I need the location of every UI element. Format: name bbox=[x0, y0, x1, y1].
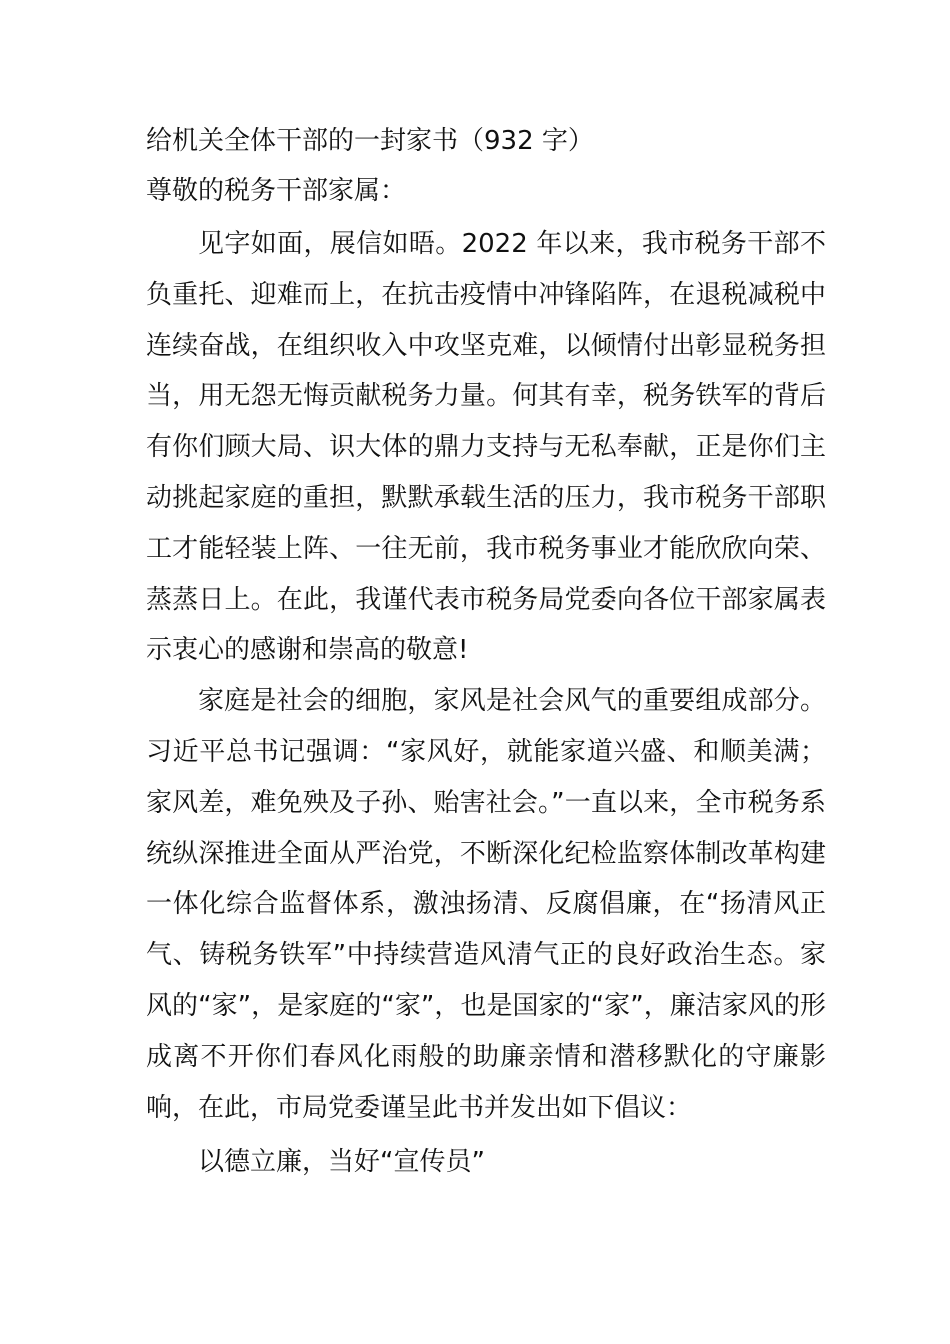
section-heading: 以德立廉，当好“宣传员” bbox=[198, 1147, 485, 1178]
letter-title: 给机关全体干部的一封家书（932 字） bbox=[146, 126, 594, 156]
paragraph-1: 见字如面，展信如晤。2022 年以来，我市税务干部不负重托、迎难而上，在抗击疫情中冲锋陷阵，在退税减税中连续奋战，在组织收入中攻坚克难，以倾情付出彰显税务担当，用无怨无悔贡献税务力量。何其有幸，税务铁军的背后有你们顾大局、识大体的鼎力支持与无私奉献，正是你们主动挑起家庭的重担，默默承载生活的压力，我市税务干部职工才能轻装上阵、一往无前，我市税务事业才能欣欣向荣、蒸蒸日上。在此，我谨代表市税务局党委向各位干部家属表示衷心的感谢和崇高的敬意! bbox=[146, 229, 826, 666]
salutation: 尊敬的税务干部家属： bbox=[146, 176, 407, 206]
letter-body bbox=[146, 116, 826, 1187]
paragraph-2: 家庭是社会的细胞，家风是社会风气的重要组成部分。习近平总书记强调：“家风好，就能家道兴盛、和顺美满；家风差，难免殃及子孙、贻害社会。”一直以来，全市税务系统纵深推进全面从严治党，不断深化纪检监察体制改革构建一体化综合监督体系，激浊扬清、反腐倡廉，在“扬清风正气、铸税务铁军”中持续营造风清气正的良好政治生态。家风的“家”，是家庭的“家”，也是国家的“家”，廉洁家风的形成离不开你们春风化雨般的助廉亲情和潜移默化的守廉影响，在此，市局党委谨呈此书并发出如下倡议： bbox=[146, 686, 826, 1123]
